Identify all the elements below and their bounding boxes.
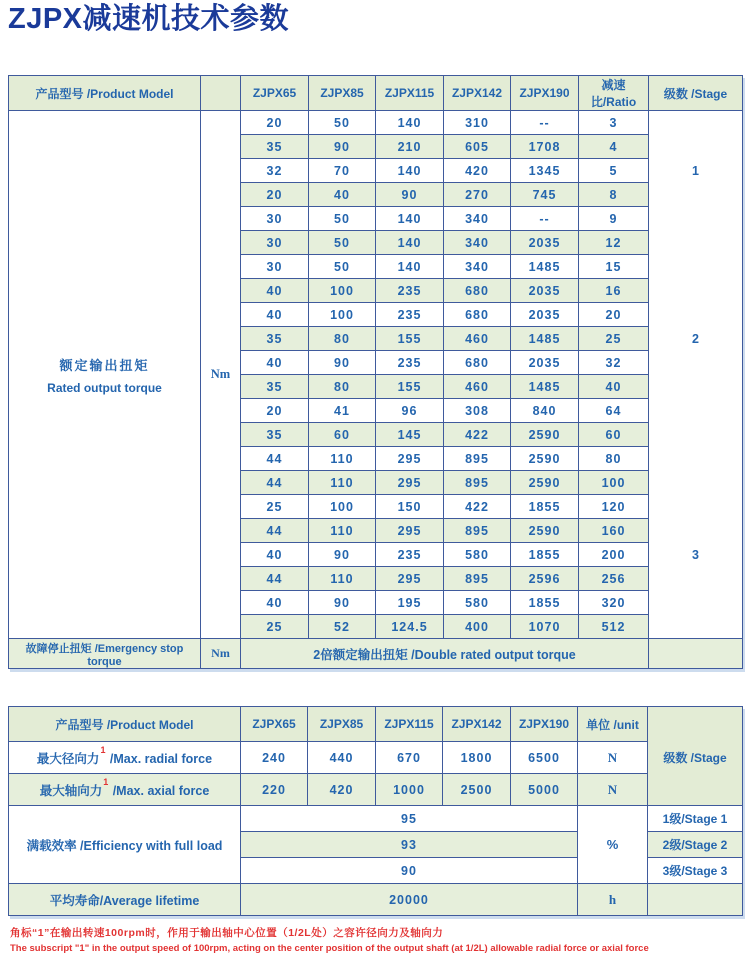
table-cell: 1708 (511, 135, 579, 159)
table-cell: 310 (444, 111, 511, 135)
table-cell: 6500 (511, 742, 578, 774)
stage-column-header: 级数 /Stage (649, 76, 743, 111)
stage-mark: 2 (692, 332, 699, 346)
table-cell: 145 (376, 423, 444, 447)
table-cell: 422 (444, 495, 511, 519)
table-cell: 40 (241, 279, 309, 303)
footnote-zh: 角标“1”在输出转速100rpm时，作用于输出轴中心位置（1/2L处）之容许径向力及轴向力 (10, 927, 444, 939)
table-cell: 140 (376, 255, 444, 279)
table-cell: 2500 (443, 774, 511, 806)
stage-header-label: 级数 /Stage (663, 751, 727, 765)
table-cell: 210 (376, 135, 444, 159)
table-cell: 8 (579, 183, 649, 207)
table-cell: 60 (309, 423, 376, 447)
rated-torque-label-en: Rated output torque (47, 380, 162, 395)
table-cell: 35 (241, 375, 309, 399)
unit-column-header: 单位 /unit (578, 707, 648, 742)
table-cell: 30 (241, 207, 309, 231)
efficiency-value: 90 (241, 858, 578, 884)
efficiency-row (9, 806, 743, 832)
table-cell: 140 (376, 231, 444, 255)
table-cell: 235 (376, 279, 444, 303)
table-cell: 90 (309, 351, 376, 375)
table-cell: 235 (376, 303, 444, 327)
table-cell: 80 (309, 375, 376, 399)
table-cell: 100 (309, 279, 376, 303)
efficiency-value: 95 (241, 806, 578, 832)
table-cell: 110 (309, 471, 376, 495)
table-cell: 2590 (511, 471, 579, 495)
lifetime-label: 平均寿命/Average lifetime (9, 884, 241, 916)
model-column-header: ZJPX65 (241, 707, 308, 742)
table-cell: 20 (241, 111, 309, 135)
table-cell: 1485 (511, 327, 579, 351)
table-cell: 32 (579, 351, 649, 375)
table-cell: 1855 (511, 591, 579, 615)
table-cell: 90 (309, 135, 376, 159)
table-cell: 340 (444, 255, 511, 279)
table-body (9, 76, 743, 669)
table-cell: 1000 (376, 774, 443, 806)
table-cell: -- (511, 111, 579, 135)
product-model-header: 产品型号 /Product Model (9, 76, 201, 111)
table-cell: 40 (241, 351, 309, 375)
table-cell: 460 (444, 327, 511, 351)
table-cell: 25 (241, 495, 309, 519)
table-cell: 20 (241, 183, 309, 207)
table-cell: 2590 (511, 423, 579, 447)
table-cell: 200 (579, 543, 649, 567)
table-cell: 160 (579, 519, 649, 543)
table-cell: 2035 (511, 231, 579, 255)
table-cell: 580 (444, 543, 511, 567)
table-cell: 40 (241, 591, 309, 615)
rated-torque-table (8, 75, 743, 669)
efficiency-label: 满载效率 /Efficiency with full load (9, 806, 241, 884)
stage-mark: 1 (692, 164, 699, 178)
model-column-header: ZJPX142 (443, 707, 511, 742)
table-cell: 195 (376, 591, 444, 615)
table-cell: 1485 (511, 375, 579, 399)
table-cell: 895 (444, 567, 511, 591)
table-cell: 460 (444, 375, 511, 399)
model-column-header: ZJPX115 (376, 76, 444, 111)
table-cell: 295 (376, 447, 444, 471)
emergency-stop-row (9, 639, 743, 669)
model-column-header: ZJPX85 (308, 707, 376, 742)
table-cell: 308 (444, 399, 511, 423)
unit-cell: N (578, 742, 648, 774)
table-row (9, 111, 743, 135)
table-cell: 512 (579, 615, 649, 639)
stage-cell: 3级/Stage 3 (648, 858, 743, 884)
table-cell: 5 (579, 159, 649, 183)
table-cell: 235 (376, 351, 444, 375)
model-column-header: ZJPX190 (511, 76, 579, 111)
label-zh: 最大轴向力 (39, 783, 103, 798)
table-cell: 1855 (511, 543, 579, 567)
lifetime-value: 20000 (241, 884, 578, 916)
footnote-en: The subscript "1" in the output speed of 100rpm, acting on the center position of the output shaft (at 1/2L) allowable radial force or axial force (10, 943, 649, 954)
model-column-header: ZJPX142 (444, 76, 511, 111)
table-cell: 400 (444, 615, 511, 639)
table-cell: 2035 (511, 351, 579, 375)
radial-force-label (9, 742, 241, 774)
table-cell: 420 (444, 159, 511, 183)
table-cell: 50 (309, 207, 376, 231)
table-cell: 80 (309, 327, 376, 351)
table-cell: 2596 (511, 567, 579, 591)
unit-cell: h (578, 884, 648, 916)
forces-efficiency-table (8, 706, 743, 916)
table-cell: 895 (444, 471, 511, 495)
unit-column-header (201, 76, 241, 111)
table-cell: 35 (241, 135, 309, 159)
table-cell: 240 (241, 742, 308, 774)
max-radial-force-row (9, 742, 743, 774)
table-cell: 140 (376, 159, 444, 183)
table-cell: 124.5 (376, 615, 444, 639)
table-cell: 155 (376, 327, 444, 351)
torque-unit-cell: Nm (201, 111, 241, 639)
max-axial-force-row (9, 774, 743, 806)
table-cell: 1855 (511, 495, 579, 519)
table-cell: 680 (444, 303, 511, 327)
emergency-stop-value: 2倍额定输出扭矩 /Double rated output torque (241, 639, 649, 669)
table-cell: 90 (309, 543, 376, 567)
superscript-1: 1 (100, 745, 106, 756)
table-cell: 12 (579, 231, 649, 255)
table-cell: 30 (241, 231, 309, 255)
table-cell: 256 (579, 567, 649, 591)
table-cell: 295 (376, 471, 444, 495)
table-cell: 9 (579, 207, 649, 231)
table-cell: 2035 (511, 303, 579, 327)
table-cell: 4 (579, 135, 649, 159)
table-body (9, 707, 743, 916)
table-cell: 100 (309, 303, 376, 327)
table-cell: 5000 (511, 774, 578, 806)
table-cell: 295 (376, 519, 444, 543)
table-cell: 340 (444, 207, 511, 231)
table-cell: 40 (579, 375, 649, 399)
footnotes (10, 925, 649, 954)
table-cell: 110 (309, 519, 376, 543)
ratio-column-header: 减速比/Ratio (579, 76, 649, 111)
table-cell: 15 (579, 255, 649, 279)
table-cell: 155 (376, 375, 444, 399)
model-column-header: ZJPX190 (511, 707, 578, 742)
table-cell: 110 (309, 447, 376, 471)
table-cell: 64 (579, 399, 649, 423)
model-column-header: ZJPX115 (376, 707, 443, 742)
label-en: /Max. axial force (109, 783, 210, 798)
table-cell: 50 (309, 111, 376, 135)
stage-cell-empty (648, 884, 743, 916)
model-column-header: ZJPX85 (309, 76, 376, 111)
table-cell: 50 (309, 255, 376, 279)
table-cell: 680 (444, 351, 511, 375)
table-cell: 40 (241, 543, 309, 567)
table-cell: 140 (376, 207, 444, 231)
table-cell: 1070 (511, 615, 579, 639)
product-model-header: 产品型号 /Product Model (9, 707, 241, 742)
table-cell: 44 (241, 519, 309, 543)
table-cell: 120 (579, 495, 649, 519)
label-en: /Max. radial force (106, 751, 213, 766)
table-cell: 40 (241, 303, 309, 327)
table-cell: 90 (309, 591, 376, 615)
table-cell: 44 (241, 471, 309, 495)
table-cell: 100 (309, 495, 376, 519)
label-zh: 最大径向力 (36, 751, 100, 766)
stage-column-merged (649, 111, 743, 639)
rated-torque-label-zh: 额定输出扭矩 (59, 357, 150, 373)
table-cell: 140 (376, 111, 444, 135)
table-cell: 895 (444, 447, 511, 471)
table-cell: 420 (308, 774, 376, 806)
table-cell: 2035 (511, 279, 579, 303)
superscript-1: 1 (103, 777, 109, 788)
header-row (9, 707, 743, 742)
table-cell: 295 (376, 567, 444, 591)
header-row (9, 76, 743, 111)
table-cell: 60 (579, 423, 649, 447)
average-lifetime-row (9, 884, 743, 916)
table-cell: -- (511, 207, 579, 231)
table-cell: 90 (376, 183, 444, 207)
table-cell: 605 (444, 135, 511, 159)
table-cell: 70 (309, 159, 376, 183)
table-cell: 44 (241, 447, 309, 471)
table-cell: 16 (579, 279, 649, 303)
efficiency-value: 93 (241, 832, 578, 858)
model-column-header: ZJPX65 (241, 76, 309, 111)
table-cell: 220 (241, 774, 308, 806)
unit-cell: N (578, 774, 648, 806)
table-cell: 580 (444, 591, 511, 615)
emergency-stop-label: 故障停止扭矩 /Emergency stop torque (9, 639, 201, 669)
rated-torque-label (9, 111, 201, 639)
table-cell: 422 (444, 423, 511, 447)
table-cell: 20 (579, 303, 649, 327)
table-cell: 50 (309, 231, 376, 255)
table-cell: 340 (444, 231, 511, 255)
stage-cell: 1级/Stage 1 (648, 806, 743, 832)
table-cell: 235 (376, 543, 444, 567)
table-cell: 1345 (511, 159, 579, 183)
efficiency-unit-cell: % (578, 806, 648, 884)
table-cell: 110 (309, 567, 376, 591)
stage-column-merged (648, 707, 743, 806)
table-cell: 670 (376, 742, 443, 774)
table-cell: 30 (241, 255, 309, 279)
axial-force-label (9, 774, 241, 806)
table-cell: 35 (241, 327, 309, 351)
table-cell: 2590 (511, 519, 579, 543)
table-cell: 80 (579, 447, 649, 471)
table-cell: 25 (579, 327, 649, 351)
table-cell: 2590 (511, 447, 579, 471)
table-cell: 1800 (443, 742, 511, 774)
table-cell: 680 (444, 279, 511, 303)
page-title: ZJPX减速机技术参数 (8, 3, 290, 35)
table-cell: 100 (579, 471, 649, 495)
table-cell: 320 (579, 591, 649, 615)
stage-cell-empty (649, 639, 743, 669)
stage-mark: 3 (692, 548, 699, 562)
table-cell: 840 (511, 399, 579, 423)
emergency-unit-cell: Nm (201, 639, 241, 669)
table-cell: 3 (579, 111, 649, 135)
table-cell: 52 (309, 615, 376, 639)
table-cell: 44 (241, 567, 309, 591)
table-cell: 270 (444, 183, 511, 207)
table-cell: 35 (241, 423, 309, 447)
table-cell: 150 (376, 495, 444, 519)
table-cell: 41 (309, 399, 376, 423)
table-cell: 32 (241, 159, 309, 183)
stage-cell: 2级/Stage 2 (648, 832, 743, 858)
table-cell: 25 (241, 615, 309, 639)
table-cell: 40 (309, 183, 376, 207)
table-cell: 1485 (511, 255, 579, 279)
table-cell: 895 (444, 519, 511, 543)
table-cell: 745 (511, 183, 579, 207)
table-cell: 20 (241, 399, 309, 423)
table-cell: 440 (308, 742, 376, 774)
table-cell: 96 (376, 399, 444, 423)
